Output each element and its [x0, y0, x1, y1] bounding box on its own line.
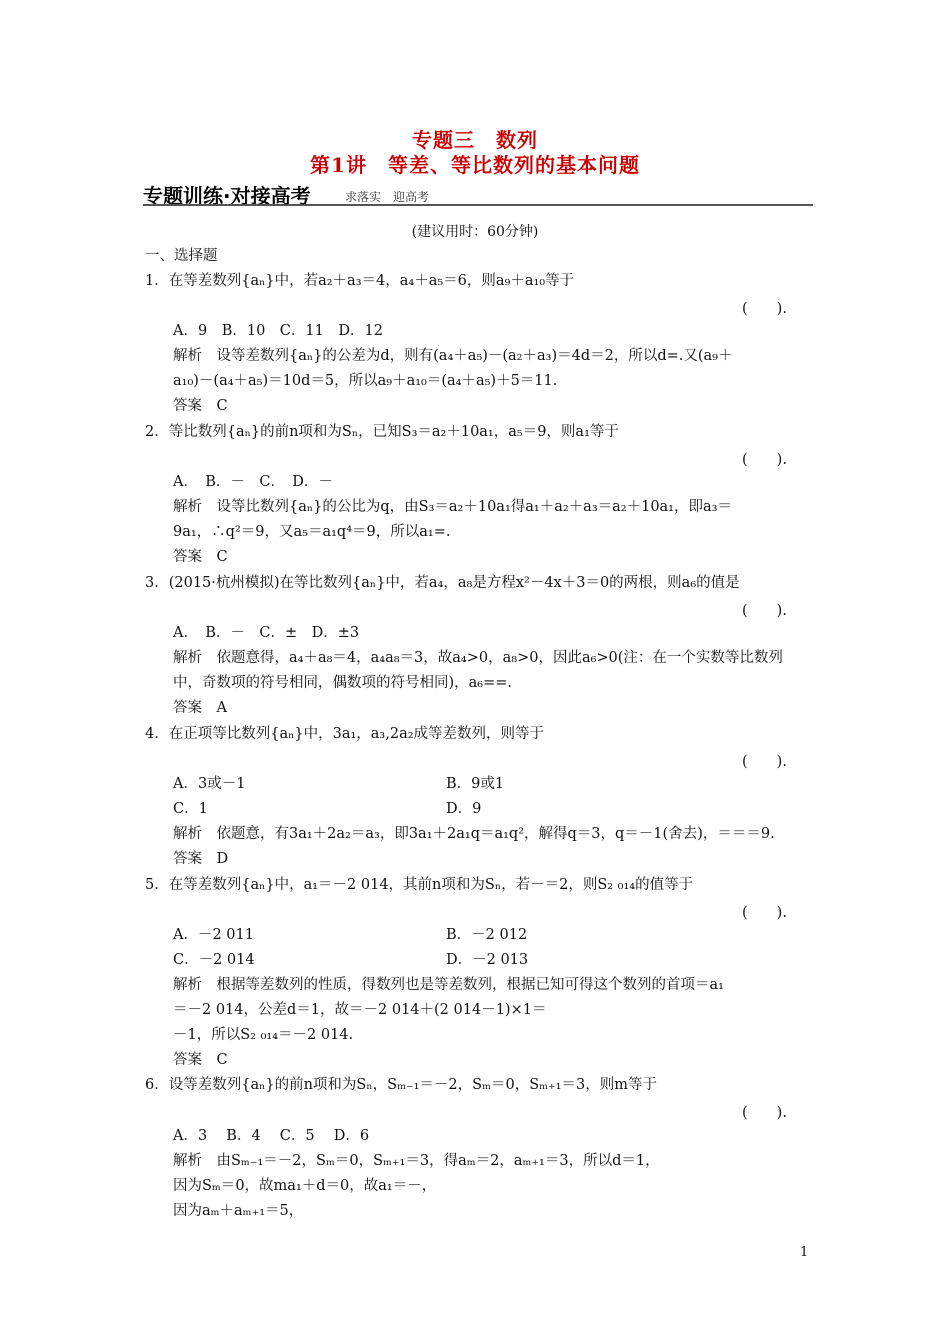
options-6: A．3 B．4 C．5 D．6 [173, 1128, 370, 1144]
answer-4: 答案 D [173, 851, 229, 867]
option-5d: D．－2 013 [446, 952, 529, 968]
analysis-5a: 解析 根据等差数列的性质，得数列也是等差数列，根据已知可得这个数列的首项＝a₁ [173, 977, 724, 993]
answer-2: 答案 C [173, 549, 228, 565]
options-2: A． B．－ C． D．－ [173, 474, 333, 490]
option-4c: C．1 [173, 801, 208, 817]
analysis-5c: －1，所以S₂ ₀₁₄＝－2 014. [173, 1027, 354, 1043]
answer-paren-3: ( ). [742, 603, 787, 619]
option-5c: C．－2 014 [173, 952, 255, 968]
analysis-6c: 因为aₘ＋aₘ₊₁＝5， [173, 1203, 304, 1219]
analysis-1b: a₁₀)－(a₄＋a₅)＝10d＝5，所以a₉＋a₁₀＝(a₄＋a₅)＋5＝11. [173, 373, 558, 389]
analysis-1a: 解析 设等差数列{aₙ}的公差为d，则有(a₄＋a₅)－(a₂＋a₃)＝4d＝2，所以d=.又(a₉＋ [173, 348, 733, 364]
analysis-4: 解析 依题意，有3a₁＋2a₂＝a₃，即3a₁＋2a₁q＝a₁q²，解得q＝3，q＝－1(舍去)，＝＝＝9. [173, 826, 775, 842]
answer-paren-5: ( ). [742, 905, 787, 921]
timing-note: (建议用时：60分钟) [411, 224, 539, 240]
option-5a: A．－2 011 [173, 927, 254, 943]
analysis-5b: ＝－2 014，公差d＝1，故＝－2 014＋(2 014－1)×1＝ [173, 1002, 547, 1018]
answer-3: 答案 A [173, 700, 227, 716]
question-2: 2．等比数列{aₙ}的前n项和为Sₙ，已知S₃＝a₂＋10a₁，a₅＝9，则a₁等于 [145, 424, 619, 440]
option-4a: A．3或－1 [173, 776, 246, 792]
option-5b: B．－2 012 [446, 927, 528, 943]
question-3: 3．(2015·杭州模拟)在等比数列{aₙ}中，若a₄，a₈是方程x²－4x＋3＝0的两根，则a₆的值是 [145, 575, 740, 591]
option-4d: D．9 [446, 801, 482, 817]
answer-paren-4: ( ). [742, 754, 787, 770]
answer-1: 答案 C [173, 398, 228, 414]
section-banner [143, 180, 813, 208]
answer-paren-2: ( ). [742, 452, 787, 468]
question-4: 4．在正项等比数列{aₙ}中，3a₁，a₃,2a₂成等差数列，则等于 [145, 726, 545, 742]
question-6: 6．设等差数列{aₙ}的前n项和为Sₙ，Sₘ₋₁＝－2，Sₘ＝0，Sₘ₊₁＝3，则m等于 [145, 1077, 657, 1093]
answer-paren-6: ( ). [742, 1105, 787, 1121]
answer-paren-1: ( ). [742, 301, 787, 317]
analysis-3a: 解析 依题意得，a₄＋a₈＝4，a₄a₈＝3，故a₄>0，a₈>0，因此a₆>0(注：在一个实数等比数列 [173, 650, 783, 666]
analysis-2a: 解析 设等比数列{aₙ}的公比为q，由S₃＝a₂＋10a₁得a₁＋a₂＋a₃＝a₂＋10a₁，即a₃＝ [173, 499, 732, 515]
document-title: 专题三 数列 [412, 128, 538, 152]
options-1: A．9 B．10 C．11 D．12 [173, 323, 383, 339]
analysis-2b: 9a₁，∴q²＝9，又a₅＝a₁q⁴＝9，所以a₁=. [173, 524, 451, 540]
option-4b: B．9或1 [446, 776, 505, 792]
question-5: 5．在等差数列{aₙ}中，a₁＝－2 014，其前n项和为Sₙ，若－＝2，则S₂ ₀₁₄的值等于 [145, 877, 694, 893]
section-heading: 一、选择题 [145, 248, 218, 264]
answer-5: 答案 C [173, 1052, 228, 1068]
question-1: 1．在等差数列{aₙ}中，若a₂＋a₃＝4，a₄＋a₅＝6，则a₉＋a₁₀等于 [145, 273, 575, 289]
options-3: A． B．－ C．± D．±3 [173, 625, 360, 641]
analysis-3b: 中，奇数项的符号相同，偶数项的符号相同)，a₆==. [173, 675, 513, 691]
page-number: 1 [800, 1245, 809, 1260]
analysis-6b: 因为Sₘ＝0，故ma₁＋d＝0，故a₁＝－， [173, 1178, 437, 1194]
banner-rule [143, 204, 813, 206]
analysis-6a: 解析 由Sₘ₋₁＝－2，Sₘ＝0，Sₘ₊₁＝3，得aₘ＝2，aₘ₊₁＝3，所以d＝1， [173, 1153, 660, 1169]
banner-main-text: 专题训练·对接高考 [143, 184, 311, 208]
banner-sub-text: 求落实 迎高考 [345, 190, 430, 204]
document-subtitle: 第1讲 等差、等比数列的基本问题 [310, 153, 640, 177]
